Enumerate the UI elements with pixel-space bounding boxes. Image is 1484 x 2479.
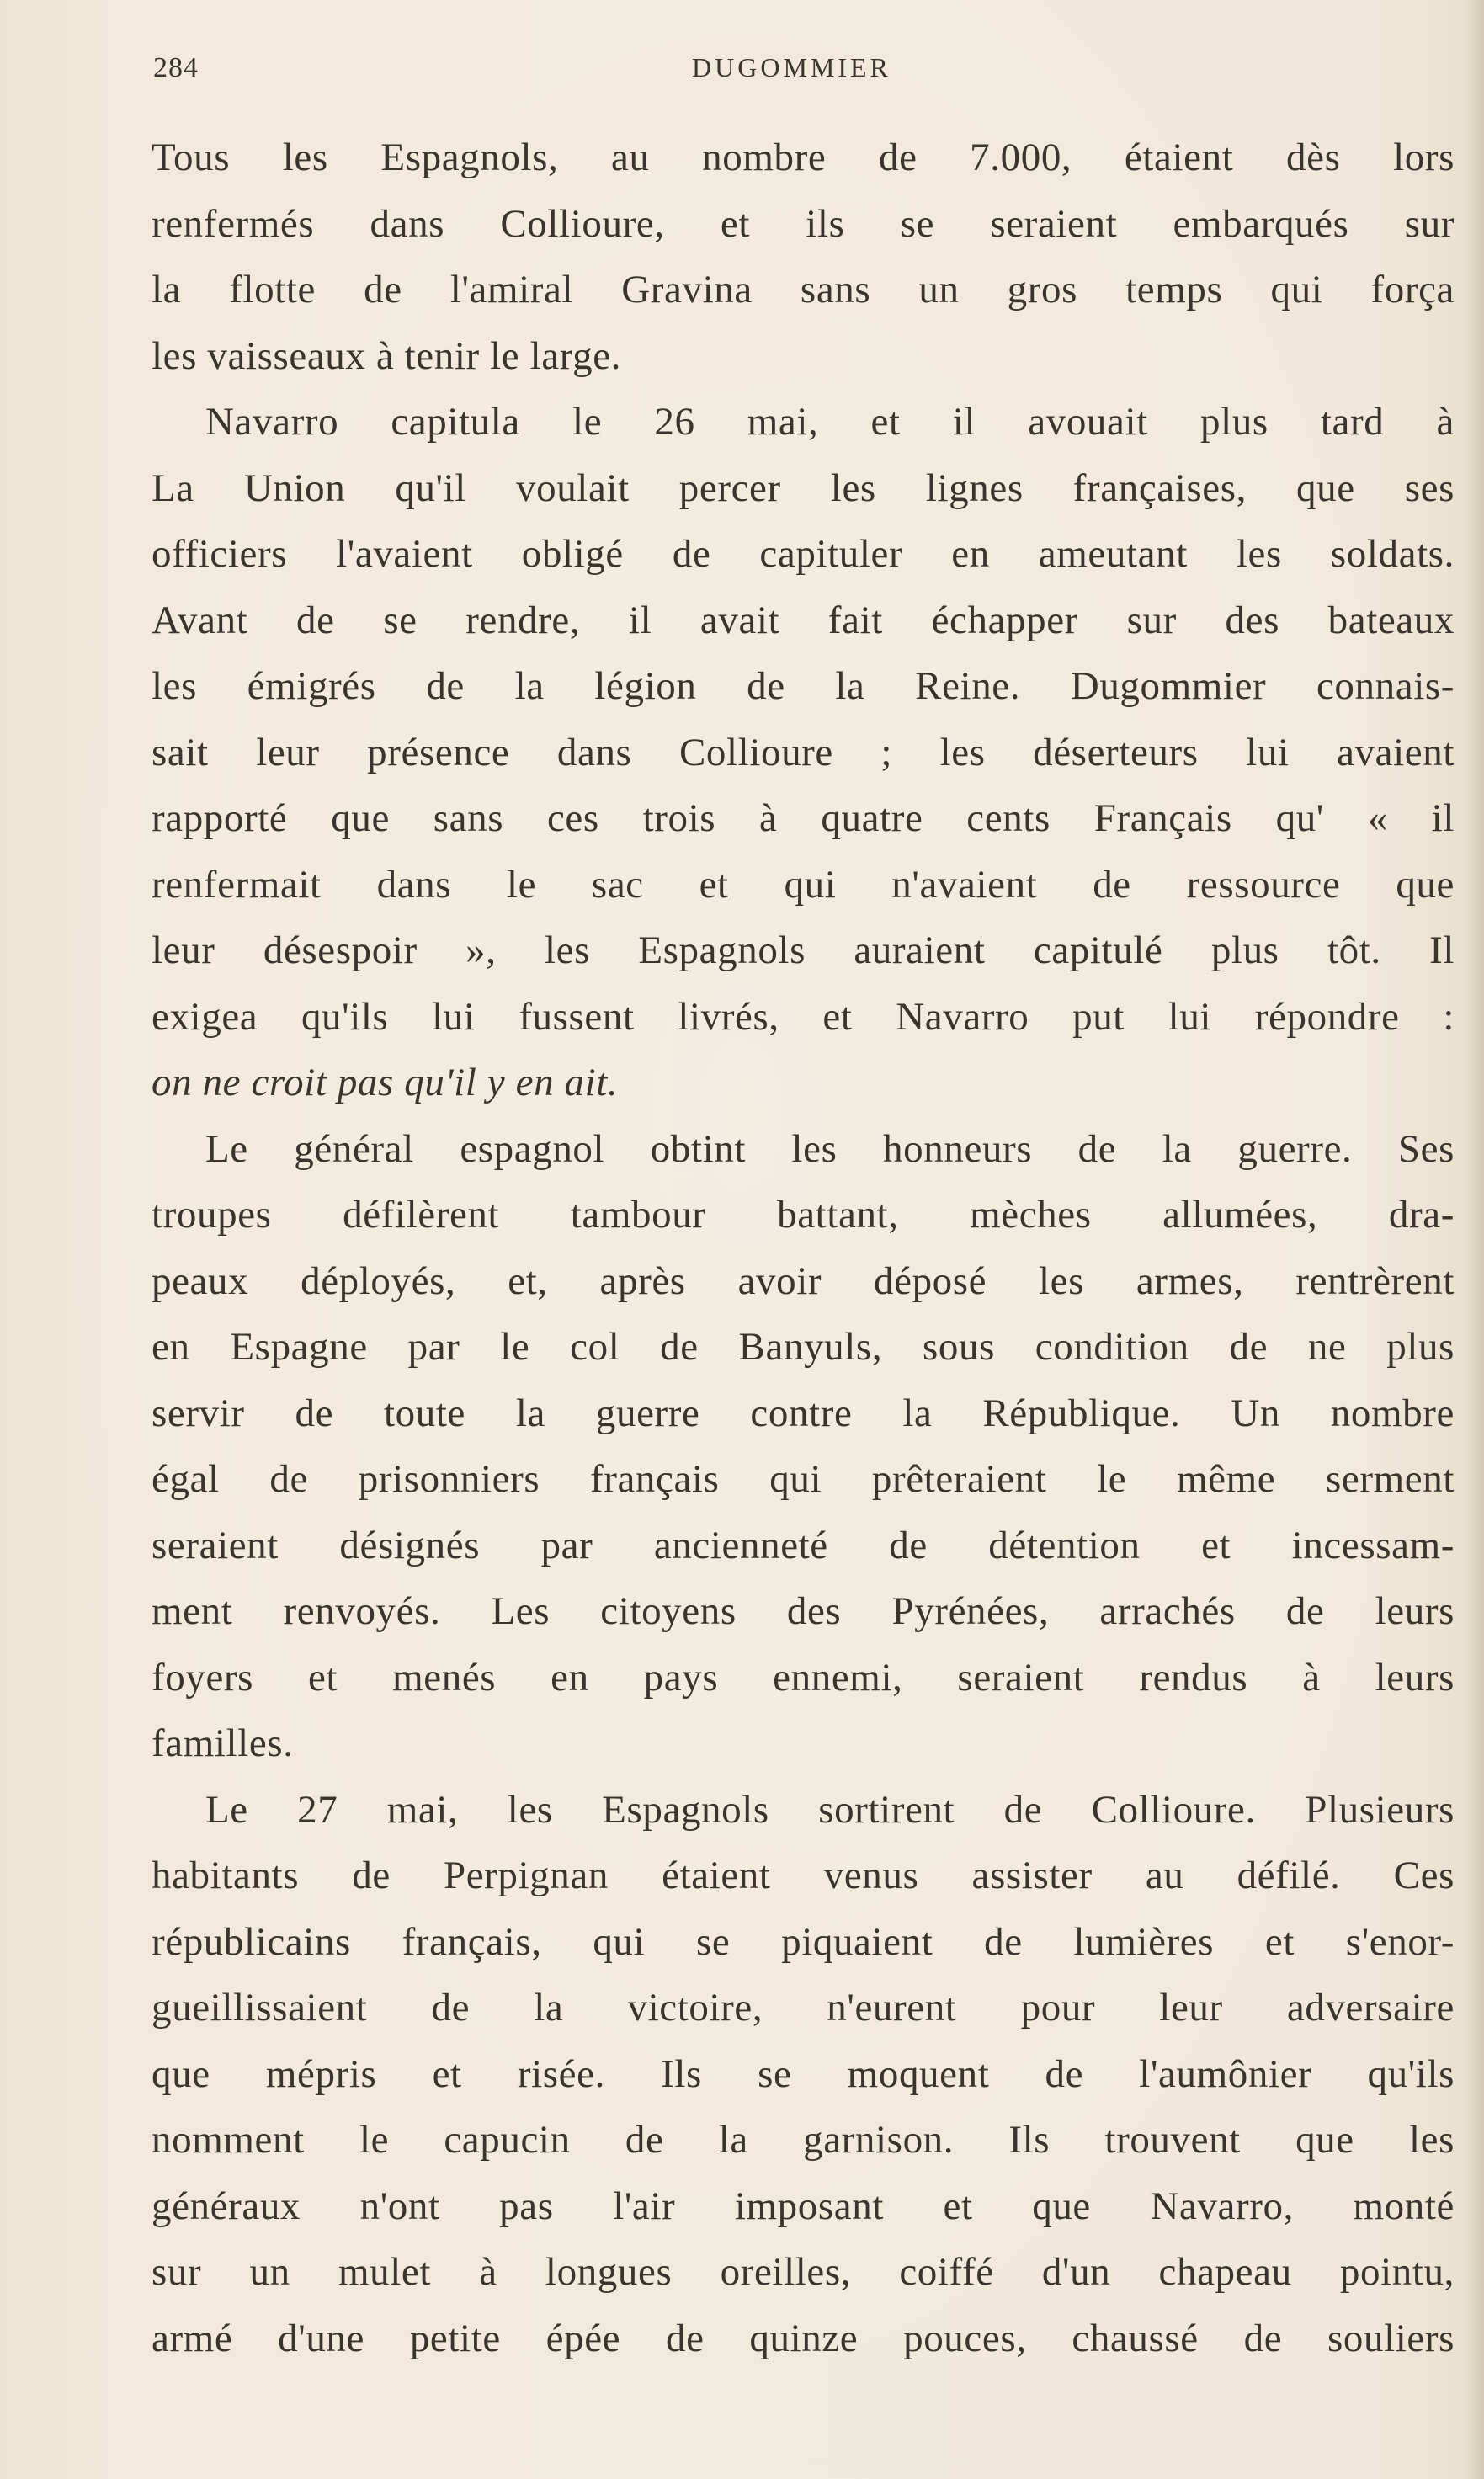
text-line: généraux n'ont pas l'air imposant et que Navarro, monté	[152, 2184, 1455, 2228]
text-line: sur un mulet à longues oreilles, coiffé d'un chapeau pointu,	[152, 2250, 1455, 2294]
text-line: gueillissaient de la victoire, n'eurent pour leur adversaire	[152, 1986, 1455, 2029]
text-line: Le général espagnol obtint les honneurs de la guerre. Ses	[205, 1126, 1455, 1171]
text-line: leur désespoir », les Espagnols auraient capitulé plus tôt. Il	[152, 928, 1455, 972]
text-line: sait leur présence dans Collioure ; les déserteurs lui avaient	[152, 730, 1455, 774]
text-line: en Espagne par le col de Banyuls, sous condition de ne plus	[152, 1325, 1455, 1369]
text-line: servir de toute la guerre contre la République. Un nombre	[152, 1391, 1455, 1435]
text-line: ment renvoyés. Les citoyens des Pyrénées, arrachés de leurs	[152, 1589, 1455, 1633]
text-line: armé d'une petite épée de quinze pouces, chaussé de souliers	[152, 2316, 1455, 2360]
text-line: foyers et menés en pays ennemi, seraient rendus à leurs	[152, 1655, 1455, 1700]
page-header	[153, 52, 1455, 89]
text-line: nomment le capucin de la garnison. Ils trouvent que les	[152, 2118, 1455, 2162]
text-line: la flotte de l'amiral Gravina sans un gros temps qui força	[152, 268, 1455, 311]
text-line: Avant de se rendre, il avait fait échapper sur des bateaux	[152, 598, 1455, 642]
text-line: seraient désignés par ancienneté de détention et incessam-	[152, 1523, 1455, 1567]
page-number: 284	[153, 52, 199, 83]
text-line: familles.	[152, 1721, 294, 1765]
text-line: que mépris et risée. Ils se moquent de l'aumônier qu'ils	[152, 2051, 1455, 2096]
text-line: rapporté que sans ces trois à quatre cents Français qu' « il	[152, 796, 1455, 840]
body-text	[152, 125, 1455, 2371]
page-edge-shadow	[1465, 0, 1484, 2479]
text-line: Le 27 mai, les Espagnols sortirent de Collioure. Plusieurs	[205, 1787, 1455, 1832]
text-line: les émigrés de la légion de la Reine. Dugommier connais-	[152, 664, 1455, 708]
text-line: renfermait dans le sac et qui n'avaient de ressource que	[152, 862, 1455, 907]
text-line: républicains français, qui se piquaient de lumières et s'enor-	[152, 1919, 1455, 1964]
text-line: La Union qu'il voulait percer les lignes françaises, que ses	[152, 465, 1455, 510]
text-line: habitants de Perpignan étaient venus assister au défilé. Ces	[152, 1854, 1455, 1897]
italic-quote-line: on ne croit pas qu'il y en ait.	[152, 1061, 619, 1104]
text-line: officiers l'avaient obligé de capituler en ameutant les soldats.	[152, 532, 1455, 576]
text-line: égal de prisonniers français qui prêteraient le même serment	[152, 1457, 1455, 1501]
text-line: exigea qu'ils lui fussent livrés, et Navarro put lui répondre :	[152, 994, 1455, 1039]
running-title: DUGOMMIER	[692, 52, 891, 82]
text-line: Tous les Espagnols, au nombre de 7.000, étaient dès lors	[152, 136, 1455, 179]
text-line: Navarro capitula le 26 mai, et il avouait plus tard à	[205, 400, 1455, 444]
text-line: troupes défilèrent tambour battant, mèches allumées, dra-	[152, 1193, 1455, 1237]
text-line: renfermés dans Collioure, et ils se seraient embarqués sur	[152, 201, 1455, 246]
text-line: les vaisseaux à tenir le large.	[152, 333, 622, 378]
text-line: peaux déployés, et, après avoir déposé les armes, rentrèrent	[152, 1258, 1455, 1303]
